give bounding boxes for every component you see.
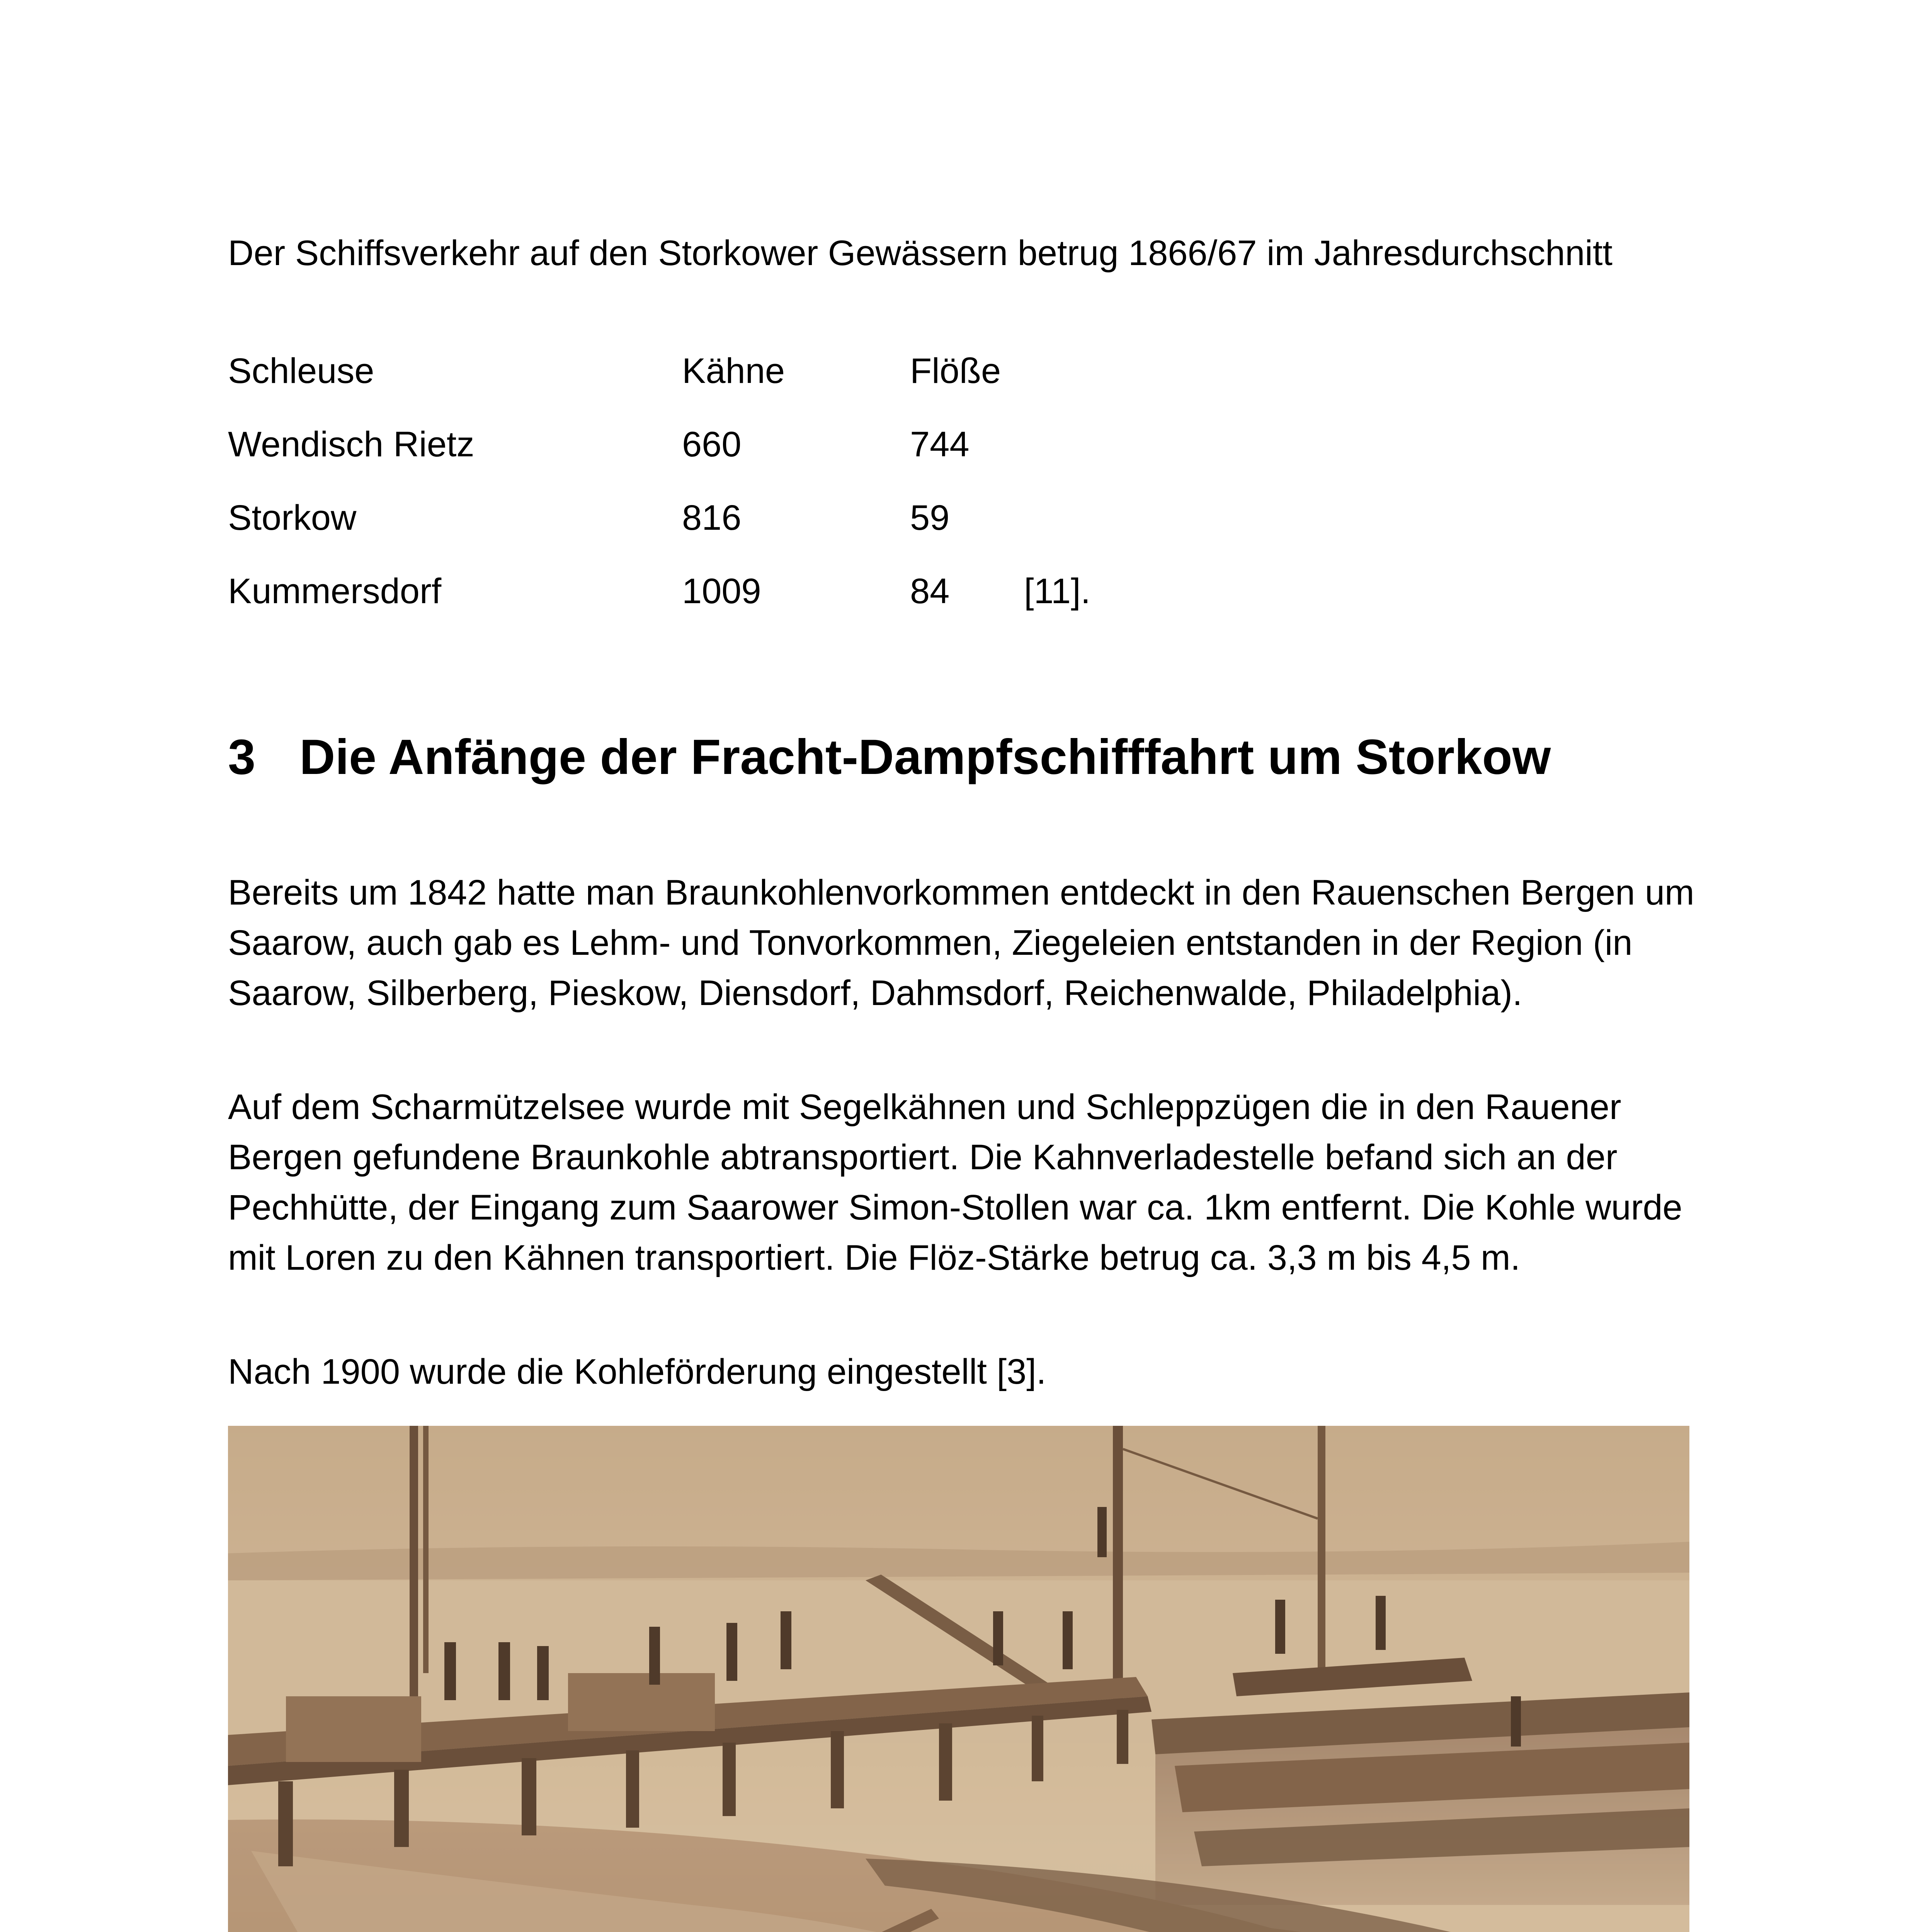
historic-photo (228, 1426, 1689, 1932)
cell-schleuse: Kummersdorf (228, 571, 442, 611)
section-number: 3 (228, 730, 256, 785)
cell-kaehne: 1009 (682, 571, 761, 611)
cell-floesse: 59 (910, 498, 950, 537)
section-title: Die Anfänge der Fracht-Dampfschifffahrt um Storkow (299, 730, 1551, 785)
paragraph-lignite-deposits: Bereits um 1842 hatte man Braunkohlenvorkommen entdeckt in den Rauenschen Bergen um Saarow, auch gab es Lehm- und Tonvorkommen, Ziegeleien entstanden in der Region (in Saarow, Silberberg, Pieskow, Diensdorf, Dahmsdorf, Reichenwalde, Philadelphia). (228, 873, 1694, 1013)
cell-floesse: 744 (910, 425, 970, 464)
table-row (228, 419, 1233, 493)
intro-text: Der Schiffsverkehr auf den Storkower Gewässern betrug 1866/67 im Jahresdurchschnitt (228, 233, 1613, 273)
header-kaehne: Kähne (682, 351, 785, 391)
citation-reference: [11]. (1024, 571, 1091, 611)
table-row (228, 566, 1233, 639)
cell-kaehne: 660 (682, 425, 742, 464)
paragraph-coal-transport: Auf dem Scharmützelsee wurde mit Segelkähnen und Schleppzügen die in den Rauener Bergen gefundene Braunkohle abtransportiert. Die Kahnverladestelle befand sich an der Pechhütte, der Eingang zum Saarower Simon-Stollen war ca. 1km entfernt. Die Kohle wurde mit Loren zu den Kähnen transportiert. Die Flöz-Stärke betrug ca. 3,3 m bis 4,5 m. (228, 1087, 1682, 1277)
cell-schleuse: Storkow (228, 498, 357, 537)
header-floesse: Flöße (910, 351, 1001, 391)
header-schleuse: Schleuse (228, 351, 374, 391)
table-row (228, 493, 1233, 566)
cell-schleuse: Wendisch Rietz (228, 425, 475, 464)
cell-kaehne: 816 (682, 498, 742, 537)
traffic-table (228, 346, 1233, 639)
section-heading (228, 726, 1851, 788)
table-header-row (228, 346, 1233, 419)
coal-loading-station-photo (228, 1426, 1689, 1932)
cell-floesse: 84 (910, 571, 950, 611)
paragraph-mining-end: Nach 1900 wurde die Kohleförderung eingestellt [3]. (228, 1352, 1046, 1391)
